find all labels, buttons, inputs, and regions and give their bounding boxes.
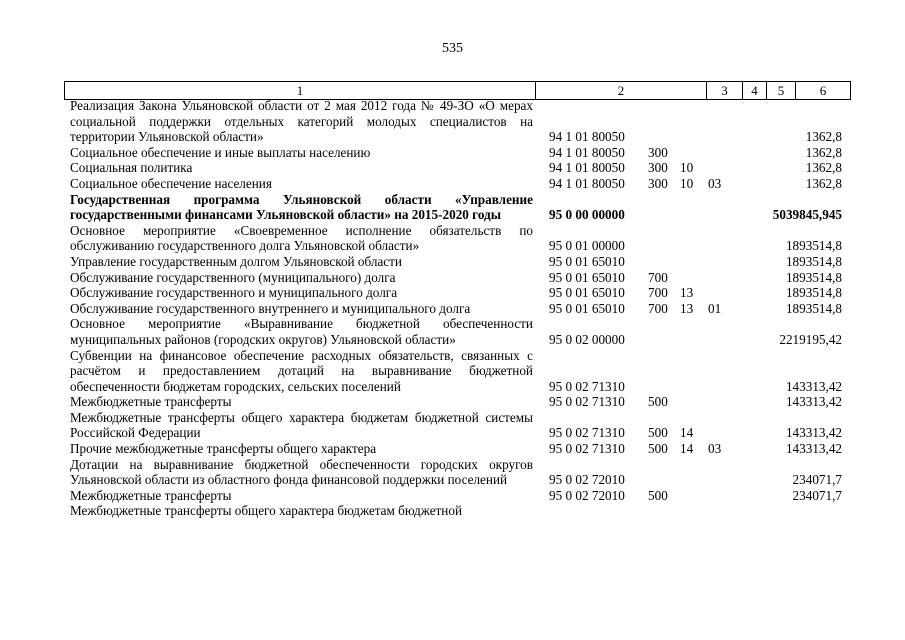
row-code: 95 0 02 00000 [549,331,625,347]
table-row [0,145,905,161]
row-amount: 234071,7 [792,472,842,488]
row-name: Обслуживание государственного внутреннего и муниципального долга [70,300,471,316]
header-col-2: 2 [535,82,706,99]
header-col-3: 3 [706,82,742,99]
row-code: 94 1 01 80050 [549,129,625,145]
row-col-4: 14 [680,441,694,457]
table-row [0,176,905,192]
table-row [0,270,905,286]
row-name: Субвенции на финансовое обеспечение расходных обязательств, связанных с расчётом и предоставлением дотаций на выравнивание бюджетной обеспеченности бюджетам городских, сельских поселений [70,347,533,394]
row-code: 95 0 02 71310 [549,394,625,410]
header-col-1: 1 [296,83,304,98]
row-amount: 143313,42 [785,425,842,441]
row-name: Управление государственным долгом Ульяновской области [70,253,402,269]
row-name: Прочие межбюджетные трансферты общего характера [70,441,377,457]
header-col-4: 4 [742,82,766,99]
row-col-3: 700 [648,269,668,285]
row-code: 94 1 01 80050 [549,175,625,191]
table-row [0,441,905,457]
table-row [0,410,905,441]
row-code: 95 0 02 72010 [549,487,625,503]
row-col-4: 10 [680,160,694,176]
row-code: 95 0 01 65010 [549,253,625,269]
row-name: Межбюджетные трансферты [70,394,232,410]
row-col-5: 03 [708,175,722,191]
row-amount: 143313,42 [785,378,842,394]
row-name: Основное мероприятие «Выравнивание бюджетной обеспеченности муниципальных районов (городских округов) Ульяновской области» [70,316,533,347]
table-row [0,98,905,145]
table-row [0,223,905,254]
row-amount: 1362,8 [805,144,842,160]
row-code: 95 0 01 65010 [549,285,625,301]
table-row [0,160,905,176]
row-amount: 1893514,8 [785,253,842,269]
row-code: 95 0 02 71310 [549,441,625,457]
header-col-6: 6 [795,82,850,99]
row-code: 95 0 02 71310 [549,378,625,394]
row-col-4: 13 [680,285,694,301]
row-name: Межбюджетные трансферты [70,487,232,503]
row-code: 95 0 00 00000 [549,207,625,223]
row-amount: 1893514,8 [785,300,842,316]
row-amount: 143313,42 [785,394,842,410]
table-row [0,301,905,317]
row-col-3: 700 [648,300,668,316]
row-amount: 2219195,42 [779,331,842,347]
row-amount: 1362,8 [805,160,842,176]
row-amount: 5039845,945 [772,207,842,223]
row-amount: 1893514,8 [785,285,842,301]
page-number: 535 [442,41,463,56]
table-row [0,348,905,395]
row-col-4: 13 [680,300,694,316]
row-col-3: 500 [648,487,668,503]
row-code: 94 1 01 80050 [549,160,625,176]
row-col-3: 500 [648,441,668,457]
row-name: Обслуживание государственного (муниципального) долга [70,269,396,285]
table-row [0,488,905,504]
row-col-5: 03 [708,441,722,457]
table-row [0,394,905,410]
header-col-5: 5 [766,82,795,99]
table-row [0,192,905,223]
row-name: Основное мероприятие «Своевременное исполнение обязательств по обслуживанию государственного долга Ульяновской области» [70,222,533,254]
row-name: Социальная политика [70,160,193,176]
row-name: Дотации на выравнивание бюджетной обеспеченности городских округов Ульяновской области из областного фонда финансовой поддержки поселений [70,456,533,488]
table-row [0,457,905,488]
row-name: Реализация Закона Ульяновской области от 2 мая 2012 года № 49-ЗО «О мерах социальной поддержки отдельных категорий молодых специалистов на территории Ульяновской области» [70,98,533,145]
row-name: Социальное обеспечение и иные выплаты населению [70,144,371,160]
row-code: 94 1 01 80050 [549,144,625,160]
row-name: Межбюджетные трансферты общего характера бюджетам бюджетной системы Российской Федерации [70,409,533,441]
row-code: 95 0 01 65010 [549,300,625,316]
row-amount: 1893514,8 [785,269,842,285]
row-col-4: 14 [680,425,694,441]
row-amount: 1362,8 [805,175,842,191]
table-row [0,285,905,301]
row-code: 95 0 02 71310 [549,425,625,441]
row-amount: 234071,7 [792,487,842,503]
row-col-4: 10 [680,175,694,191]
row-amount: 1362,8 [805,129,842,145]
row-code: 95 0 02 72010 [549,472,625,488]
row-col-3: 500 [648,394,668,410]
row-code: 95 0 01 00000 [549,238,625,254]
row-name: Обслуживание государственного и муниципального долга [70,285,398,301]
row-name: Межбюджетные трансферты общего характера бюджетам бюджетной [70,503,463,519]
table-row [0,503,905,519]
row-amount: 143313,42 [785,441,842,457]
row-name: Социальное обеспечение населения [70,175,272,191]
row-col-3: 500 [648,425,668,441]
row-col-3: 300 [648,160,668,176]
table-row [0,316,905,347]
row-col-5: 01 [708,300,722,316]
table-body [0,98,905,519]
row-col-3: 700 [648,285,668,301]
row-code: 95 0 01 65010 [549,269,625,285]
table-row [0,254,905,270]
row-amount: 1893514,8 [785,238,842,254]
row-col-3: 300 [648,144,668,160]
row-col-3: 300 [648,175,668,191]
row-name: Государственная программа Ульяновской области «Управление государственными финансами Ульяновской области» на 2015-2020 годы [70,191,533,223]
